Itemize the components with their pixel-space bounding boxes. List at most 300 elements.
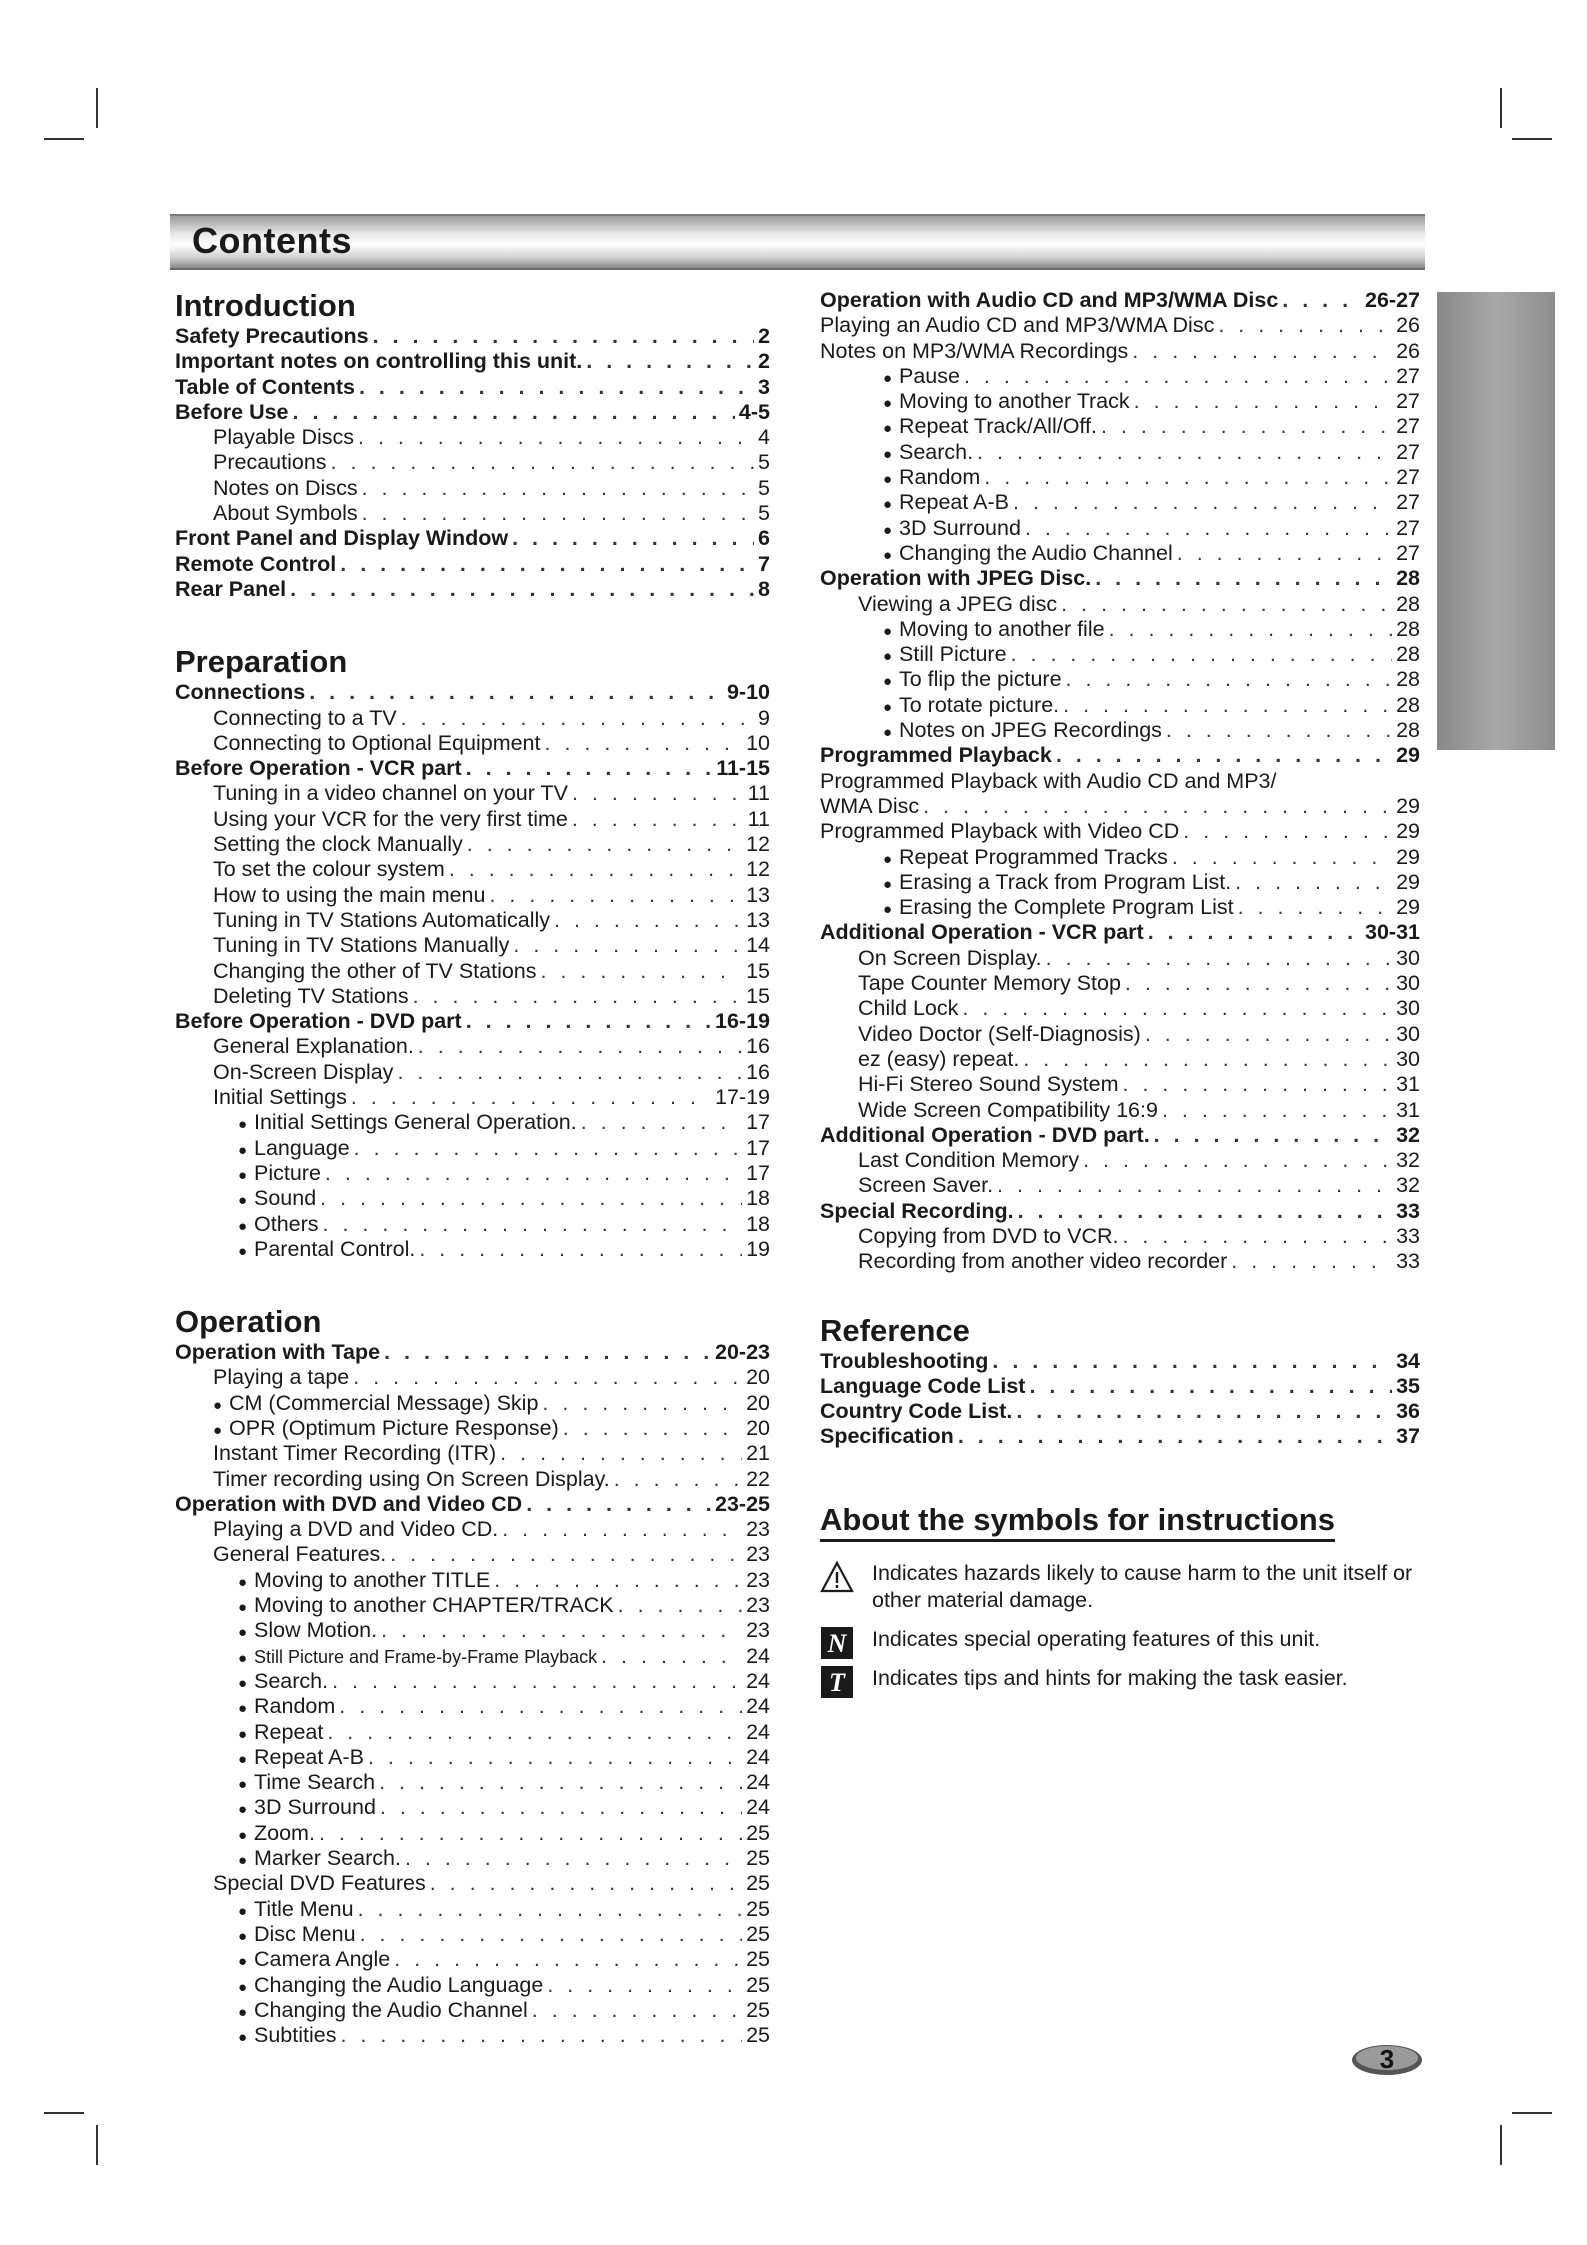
toc-entry-text: Time Search — [254, 1770, 376, 1795]
toc-entry-page: 28 — [1396, 616, 1420, 641]
leader-dots — [359, 375, 754, 400]
toc-entry-label — [213, 1542, 386, 1567]
toc-entry-page: 28 — [1396, 642, 1420, 667]
leader-dots — [466, 756, 712, 781]
toc-entry-page: 11 — [747, 781, 770, 806]
page-number: 3 — [1379, 2044, 1395, 2074]
toc-entry-page: 29 — [1396, 743, 1420, 768]
toc-entry-text: On Screen Display. — [858, 945, 1042, 970]
bullet-icon: ● — [883, 698, 893, 716]
symbol-text-warning: Indicates hazards likely to cause harm to the unit itself or other material damage. — [872, 1560, 1413, 1612]
leader-dots — [394, 1947, 742, 1972]
toc-entry — [820, 440, 1420, 465]
toc-entry — [820, 1224, 1420, 1249]
bullet-icon: ● — [883, 471, 893, 489]
toc-entry-text: Playing a DVD and Video CD. — [213, 1517, 499, 1542]
toc-entry-page: 29 — [1396, 844, 1420, 869]
toc-entry-label — [238, 2023, 336, 2050]
toc-entry-page: 5 — [758, 450, 770, 475]
toc-entry-label — [213, 857, 445, 882]
toc-entry — [820, 845, 1420, 870]
section-tab — [1437, 292, 1555, 750]
toc-entry-text: Moving to another CHAPTER/TRACK — [254, 1593, 614, 1618]
toc-entry-text: Still Picture — [899, 642, 1007, 667]
toc-entry-page: 34 — [1396, 1348, 1420, 1373]
toc-entry-label — [213, 425, 354, 450]
toc-entry-label — [858, 1072, 1119, 1097]
toc-entry-text: Moving to another Track — [899, 389, 1130, 414]
toc-entry — [820, 414, 1420, 439]
toc-entry-label — [820, 819, 1179, 844]
toc-entry-page: 27 — [1396, 439, 1420, 464]
crop-mark — [44, 2112, 84, 2114]
section-heading: Operation — [175, 1304, 322, 1340]
toc-entry-label — [238, 1947, 390, 1974]
leader-dots — [401, 706, 754, 731]
toc-entry-text: Additional Operation - DVD part. — [820, 1122, 1150, 1147]
leader-dots — [1061, 592, 1392, 617]
leader-dots — [547, 1973, 742, 1998]
toc-entry-text: 3D Surround — [899, 515, 1021, 540]
section-spacer — [175, 602, 770, 644]
toc-entry-label — [213, 1441, 496, 1466]
toc-entry-label — [238, 1770, 375, 1797]
leader-dots — [997, 1173, 1392, 1198]
toc-entry — [820, 1399, 1420, 1424]
toc-entry-page: 15 — [746, 983, 770, 1008]
leader-dots — [397, 1060, 742, 1085]
toc-entry — [820, 1148, 1420, 1173]
toc-entry — [820, 946, 1420, 971]
toc-entry-label — [213, 450, 327, 475]
leader-dots — [380, 1795, 742, 1820]
leader-dots — [1056, 743, 1392, 768]
toc-entry — [175, 908, 770, 933]
toc-entry-text: Table of Contents — [175, 374, 355, 399]
toc-entry-label — [820, 313, 1214, 338]
toc-entry-page: 30 — [1396, 1021, 1420, 1046]
leader-dots — [1282, 288, 1361, 313]
toc-entry — [175, 1745, 770, 1770]
toc-entry — [820, 870, 1420, 895]
toc-entry-text: Repeat A-B — [254, 1744, 364, 1769]
bullet-icon: ● — [883, 875, 893, 893]
toc-entry — [175, 807, 770, 832]
toc-entry — [175, 1669, 770, 1694]
toc-entry-page: 17-19 — [715, 1085, 770, 1110]
bullet-icon: ● — [238, 1192, 248, 1210]
toc-entry-text: Special DVD Features — [213, 1871, 426, 1896]
toc-entry — [175, 349, 770, 374]
toc-entry — [175, 857, 770, 882]
toc-entry — [175, 1009, 770, 1034]
toc-entry-text: Notes on Discs — [213, 475, 358, 500]
toc-entry-text: Search. — [254, 1668, 329, 1693]
toc-entry-label — [213, 883, 485, 908]
toc-entry — [175, 1795, 770, 1820]
bullet-icon: ● — [238, 1902, 248, 1920]
toc-entry-page: 28 — [1396, 667, 1420, 692]
toc-entry-label — [238, 1568, 490, 1595]
toc-entry-text: Country Code List. — [820, 1399, 1013, 1424]
warning-triangle-icon — [820, 1560, 854, 1594]
toc-entry — [820, 339, 1420, 364]
toc-entry-page: 14 — [746, 933, 770, 958]
toc-entry-page: 25 — [746, 2023, 770, 2048]
toc-entry-label — [858, 1173, 993, 1198]
toc-entry-text: Slow Motion. — [254, 1618, 378, 1643]
toc-entry — [175, 1034, 770, 1059]
toc-entry-page: 12 — [746, 832, 770, 857]
toc-entry — [175, 1212, 770, 1237]
toc-entry — [820, 364, 1420, 389]
toc-entry-page: 23 — [746, 1567, 770, 1592]
crop-mark — [96, 88, 98, 128]
toc-entry-label — [883, 617, 1105, 644]
toc-entry — [820, 1199, 1420, 1224]
toc-entry-label — [175, 1009, 462, 1034]
toc-entry-label — [175, 375, 355, 400]
leader-dots — [1025, 516, 1392, 541]
page-title: Contents — [192, 220, 352, 261]
toc-entry — [175, 883, 770, 908]
toc-entry — [820, 971, 1420, 996]
toc-entry-label — [213, 1391, 538, 1418]
toc-entry-page: 25 — [746, 1997, 770, 2022]
toc-entry — [820, 1173, 1420, 1198]
toc-entry-page: 30 — [1396, 1046, 1420, 1071]
leader-dots — [1013, 490, 1392, 515]
toc-entry-text: Operation with Tape — [175, 1340, 381, 1365]
svg-text:N: N — [827, 1628, 847, 1658]
toc-entry-label — [858, 1249, 1227, 1274]
toc-entry-label — [858, 1224, 1118, 1249]
leader-dots — [572, 781, 744, 806]
bullet-icon: ● — [883, 901, 893, 919]
toc-entry-page: 16 — [746, 1059, 770, 1084]
toc-entry-label — [238, 1237, 415, 1264]
toc-entry-text: Deleting TV Stations — [213, 983, 409, 1008]
toc-entry — [175, 400, 770, 425]
toc-entry — [820, 996, 1420, 1021]
toc-entry-page: 25 — [746, 1896, 770, 1921]
toc-entry — [175, 1973, 770, 1998]
toc-entry-page: 4 — [758, 425, 770, 450]
toc-entry-page: 11-15 — [716, 756, 770, 781]
toc-entry-page: 28 — [1396, 692, 1420, 717]
contents-banner — [170, 214, 1425, 270]
toc-entry-text: Programmed Playback — [820, 743, 1052, 768]
leader-dots — [1023, 1047, 1392, 1072]
toc-entry-text: About Symbols — [213, 501, 358, 526]
leader-dots — [489, 883, 742, 908]
leader-dots — [542, 1391, 742, 1416]
toc-entry — [175, 1821, 770, 1846]
symbol-row-warning — [820, 1560, 1420, 1614]
toc-entry-page: 8 — [758, 576, 770, 601]
bullet-icon: ● — [883, 648, 893, 666]
leader-dots — [494, 1568, 742, 1593]
toc-entry-label — [883, 490, 1009, 517]
toc-entry — [175, 1085, 770, 1110]
toc-entry-label — [238, 1694, 335, 1721]
toc-entry — [175, 1110, 770, 1135]
leader-dots — [354, 1136, 742, 1161]
toc-entry-label — [213, 984, 409, 1009]
leader-dots — [1183, 819, 1392, 844]
leader-dots — [992, 1349, 1392, 1374]
toc-entry-page: 5 — [758, 475, 770, 500]
toc-entry-text: Changing the Audio Language — [254, 1972, 544, 1997]
leader-dots — [1016, 1399, 1392, 1424]
toc-entry-page: 23 — [746, 1517, 770, 1542]
toc-entry-text: Disc Menu — [254, 1921, 356, 1946]
bullet-icon: ● — [238, 1852, 248, 1870]
toc-entry-page: 25 — [746, 1972, 770, 1997]
toc-entry-text: Notes on MP3/WMA Recordings — [820, 338, 1129, 363]
toc-entry-text: Precautions — [213, 450, 327, 475]
section-spacer — [175, 1262, 770, 1304]
toc-entry-text: 3D Surround — [254, 1795, 376, 1820]
toc-entry-label — [238, 1593, 614, 1620]
toc-entry-page: 29 — [1396, 793, 1420, 818]
bullet-icon: ● — [238, 1826, 248, 1844]
toc-entry-page: 25 — [746, 1846, 770, 1871]
toc-entry-page: 23 — [746, 1593, 770, 1618]
toc-entry-label — [883, 718, 1162, 745]
toc-entry-page: 33 — [1396, 1249, 1420, 1274]
toc-entry-text: To set the colour system — [213, 857, 445, 882]
toc-entry-label — [213, 1085, 347, 1110]
crop-mark — [1512, 138, 1552, 140]
toc-entry — [820, 1349, 1420, 1374]
toc-entry — [175, 781, 770, 806]
toc-entry-text: Hi-Fi Stereo Sound System — [858, 1072, 1119, 1097]
toc-entry-page: 26 — [1396, 313, 1420, 338]
leader-dots — [964, 364, 1392, 389]
toc-entry-text: Others — [254, 1211, 319, 1236]
toc-entry-label — [820, 288, 1278, 313]
toc-entry-page: 33 — [1396, 1198, 1420, 1223]
toc-entry-label — [213, 1060, 393, 1085]
toc-entry-page: 13 — [746, 882, 770, 907]
svg-text:T: T — [829, 1667, 845, 1697]
bullet-icon: ● — [238, 1116, 248, 1134]
bullet-icon: ● — [883, 546, 893, 564]
toc-entry-page: 36 — [1396, 1399, 1420, 1424]
leader-dots — [923, 794, 1392, 819]
toc-entry-label — [858, 1148, 1079, 1173]
toc-entry-label — [238, 1186, 316, 1213]
toc-entry-label — [820, 743, 1052, 768]
toc-entry-page: 35 — [1396, 1373, 1420, 1398]
toc-entry-text: Repeat A-B — [899, 490, 1009, 515]
toc-entry-page: 26-27 — [1365, 288, 1420, 312]
bullet-icon: ● — [883, 369, 893, 387]
toc-entry-text: Erasing the Complete Program List — [899, 895, 1234, 920]
toc-entry — [175, 1846, 770, 1871]
toc-entry-page: 22 — [746, 1466, 770, 1491]
leader-dots — [563, 1416, 742, 1441]
toc-entry-page: 32 — [1396, 1122, 1420, 1147]
toc-entry-page: 20 — [746, 1415, 770, 1440]
toc-entry — [175, 1922, 770, 1947]
toc-entry-text: Tuning in TV Stations Automatically — [213, 907, 551, 932]
toc-entry-text: Erasing a Track from Program List. — [899, 869, 1232, 894]
symbols-section — [820, 1501, 1420, 1697]
toc-entry — [820, 718, 1420, 743]
toc-entry-page: 20-23 — [715, 1340, 770, 1365]
toc-entry-label — [858, 1022, 1141, 1047]
leader-dots — [309, 680, 723, 705]
toc-entry-page: 7 — [758, 551, 770, 576]
toc-entry-label — [820, 1374, 1025, 1399]
bullet-icon: ● — [238, 2003, 248, 2021]
bullet-icon: ● — [238, 1776, 248, 1794]
toc-entry-text: Subtities — [254, 2023, 337, 2048]
toc-entry-text: Playable Discs — [213, 425, 354, 450]
toc-entry — [820, 693, 1420, 718]
toc-entry-label — [238, 1618, 377, 1645]
toc-entry-text: Repeat — [254, 1719, 324, 1744]
leader-dots — [984, 465, 1392, 490]
leader-dots — [320, 1186, 742, 1211]
leader-dots — [1162, 1098, 1392, 1123]
toc-entry — [820, 895, 1420, 920]
bullet-icon: ● — [883, 521, 893, 539]
toc-entry — [175, 1897, 770, 1922]
toc-entry-label — [238, 1922, 356, 1949]
symbol-text-note: Indicates special operating features of this unit. — [872, 1626, 1321, 1651]
toc-entry-page: 30 — [1396, 996, 1420, 1021]
toc-entry-label — [820, 920, 1144, 945]
bullet-icon: ● — [883, 395, 893, 413]
toc-entry-label — [213, 1034, 414, 1059]
toc-entry-label — [175, 577, 286, 602]
toc-entry — [820, 920, 1420, 945]
toc-entry-text: Operation with Audio CD and MP3/WMA Disc — [820, 288, 1279, 312]
toc-entry-text: Repeat Track/All/Off. — [899, 414, 1097, 439]
toc-entry-page: 17 — [746, 1110, 770, 1135]
leader-dots — [351, 1085, 711, 1110]
toc-entry-text: Child Lock — [858, 996, 959, 1021]
toc-entry-text: Pause — [899, 363, 960, 388]
toc-entry-page: 27 — [1396, 363, 1420, 388]
toc-entry-page: 24 — [746, 1719, 770, 1744]
bullet-icon: ● — [238, 1141, 248, 1159]
toc-entry-page: 33 — [1396, 1223, 1420, 1248]
tip-t-icon — [820, 1665, 854, 1699]
toc-entry-text: Copying from DVD to VCR. — [858, 1223, 1119, 1248]
leader-dots — [513, 933, 742, 958]
toc-entry-page: 2 — [758, 324, 770, 348]
toc-entry-label — [820, 1424, 954, 1449]
toc-entry-label — [175, 324, 369, 349]
toc-entry-label — [238, 1998, 528, 2025]
toc-entry-page: 17 — [746, 1160, 770, 1185]
toc-entry-page: 24 — [746, 1643, 770, 1668]
toc-entry-label — [213, 1416, 559, 1443]
toc-entry-page: 21 — [746, 1441, 770, 1466]
leader-dots — [1029, 1374, 1392, 1399]
leader-dots — [1231, 1249, 1392, 1274]
toc-entry-label — [883, 364, 960, 391]
toc-entry-text: Tuning in TV Stations Manually — [213, 933, 510, 958]
toc-entry-text: Connecting to Optional Equipment — [213, 730, 541, 755]
toc-entry-text: Initial Settings — [213, 1085, 347, 1110]
toc-entry-text: Special Recording. — [820, 1198, 1014, 1223]
toc-entry-label — [883, 667, 1062, 694]
leader-dots — [532, 1998, 742, 2023]
toc-entry-text: Operation with JPEG Disc. — [820, 566, 1092, 591]
toc-entry-page: 26 — [1396, 338, 1420, 363]
toc-entry-text: Random — [254, 1694, 336, 1719]
toc-entry — [175, 706, 770, 731]
bullet-icon: ● — [238, 1242, 248, 1260]
toc-entry-text: Additional Operation - VCR part — [820, 920, 1144, 945]
toc-entry-page: 20 — [746, 1365, 770, 1390]
toc-entry-page: 25 — [746, 1947, 770, 1972]
symbol-row-tip — [820, 1665, 1420, 1697]
leader-dots — [362, 476, 754, 501]
toc-entry-label — [175, 526, 508, 551]
toc-entry-label — [820, 1399, 1012, 1424]
toc-entry-page: 37 — [1396, 1424, 1420, 1449]
toc-right-column — [820, 288, 1420, 1704]
toc-entry-page: 10 — [746, 730, 770, 755]
leader-dots — [449, 857, 742, 882]
toc-entry-label — [238, 1212, 319, 1239]
toc-entry-label — [175, 680, 305, 705]
toc-entry — [175, 959, 770, 984]
leader-dots — [1134, 389, 1392, 414]
toc-entry — [175, 1161, 770, 1186]
bullet-icon: ● — [883, 673, 893, 691]
leader-dots — [1235, 870, 1392, 895]
toc-entry-label — [883, 414, 1097, 441]
toc-entry-label — [883, 845, 1168, 872]
bullet-icon: ● — [238, 1953, 248, 1971]
symbol-row-note — [820, 1626, 1420, 1658]
toc-entry-label — [858, 1098, 1158, 1123]
toc-entry — [820, 465, 1420, 490]
toc-entry-text: Search. — [899, 439, 974, 464]
leader-dots — [958, 1424, 1392, 1449]
leader-dots — [1063, 693, 1392, 718]
toc-entry-text: Video Doctor (Self-Diagnosis) — [858, 1021, 1141, 1046]
toc-entry — [820, 592, 1420, 617]
toc-left-column — [175, 288, 770, 2048]
leader-dots — [340, 552, 754, 577]
toc-entry-label — [883, 895, 1234, 922]
leader-dots — [390, 1542, 742, 1567]
leader-dots — [1095, 566, 1392, 591]
toc-entry — [820, 667, 1420, 692]
toc-entry-text: Troubleshooting — [820, 1348, 989, 1373]
leader-dots — [618, 1593, 742, 1618]
toc-entry-page: 27 — [1396, 414, 1420, 439]
crop-mark — [1500, 2125, 1502, 2165]
toc-entry-label — [858, 971, 1121, 996]
toc-entry-text: Playing an Audio CD and MP3/WMA Disc — [820, 313, 1215, 338]
bullet-icon: ● — [238, 1217, 248, 1235]
leader-dots — [358, 425, 754, 450]
toc-entry-page: 29 — [1396, 895, 1420, 920]
toc-entry-text: Playing a tape — [213, 1365, 350, 1390]
toc-entry-label — [820, 794, 919, 819]
leader-dots — [379, 1770, 742, 1795]
toc-entry-label — [820, 339, 1128, 364]
